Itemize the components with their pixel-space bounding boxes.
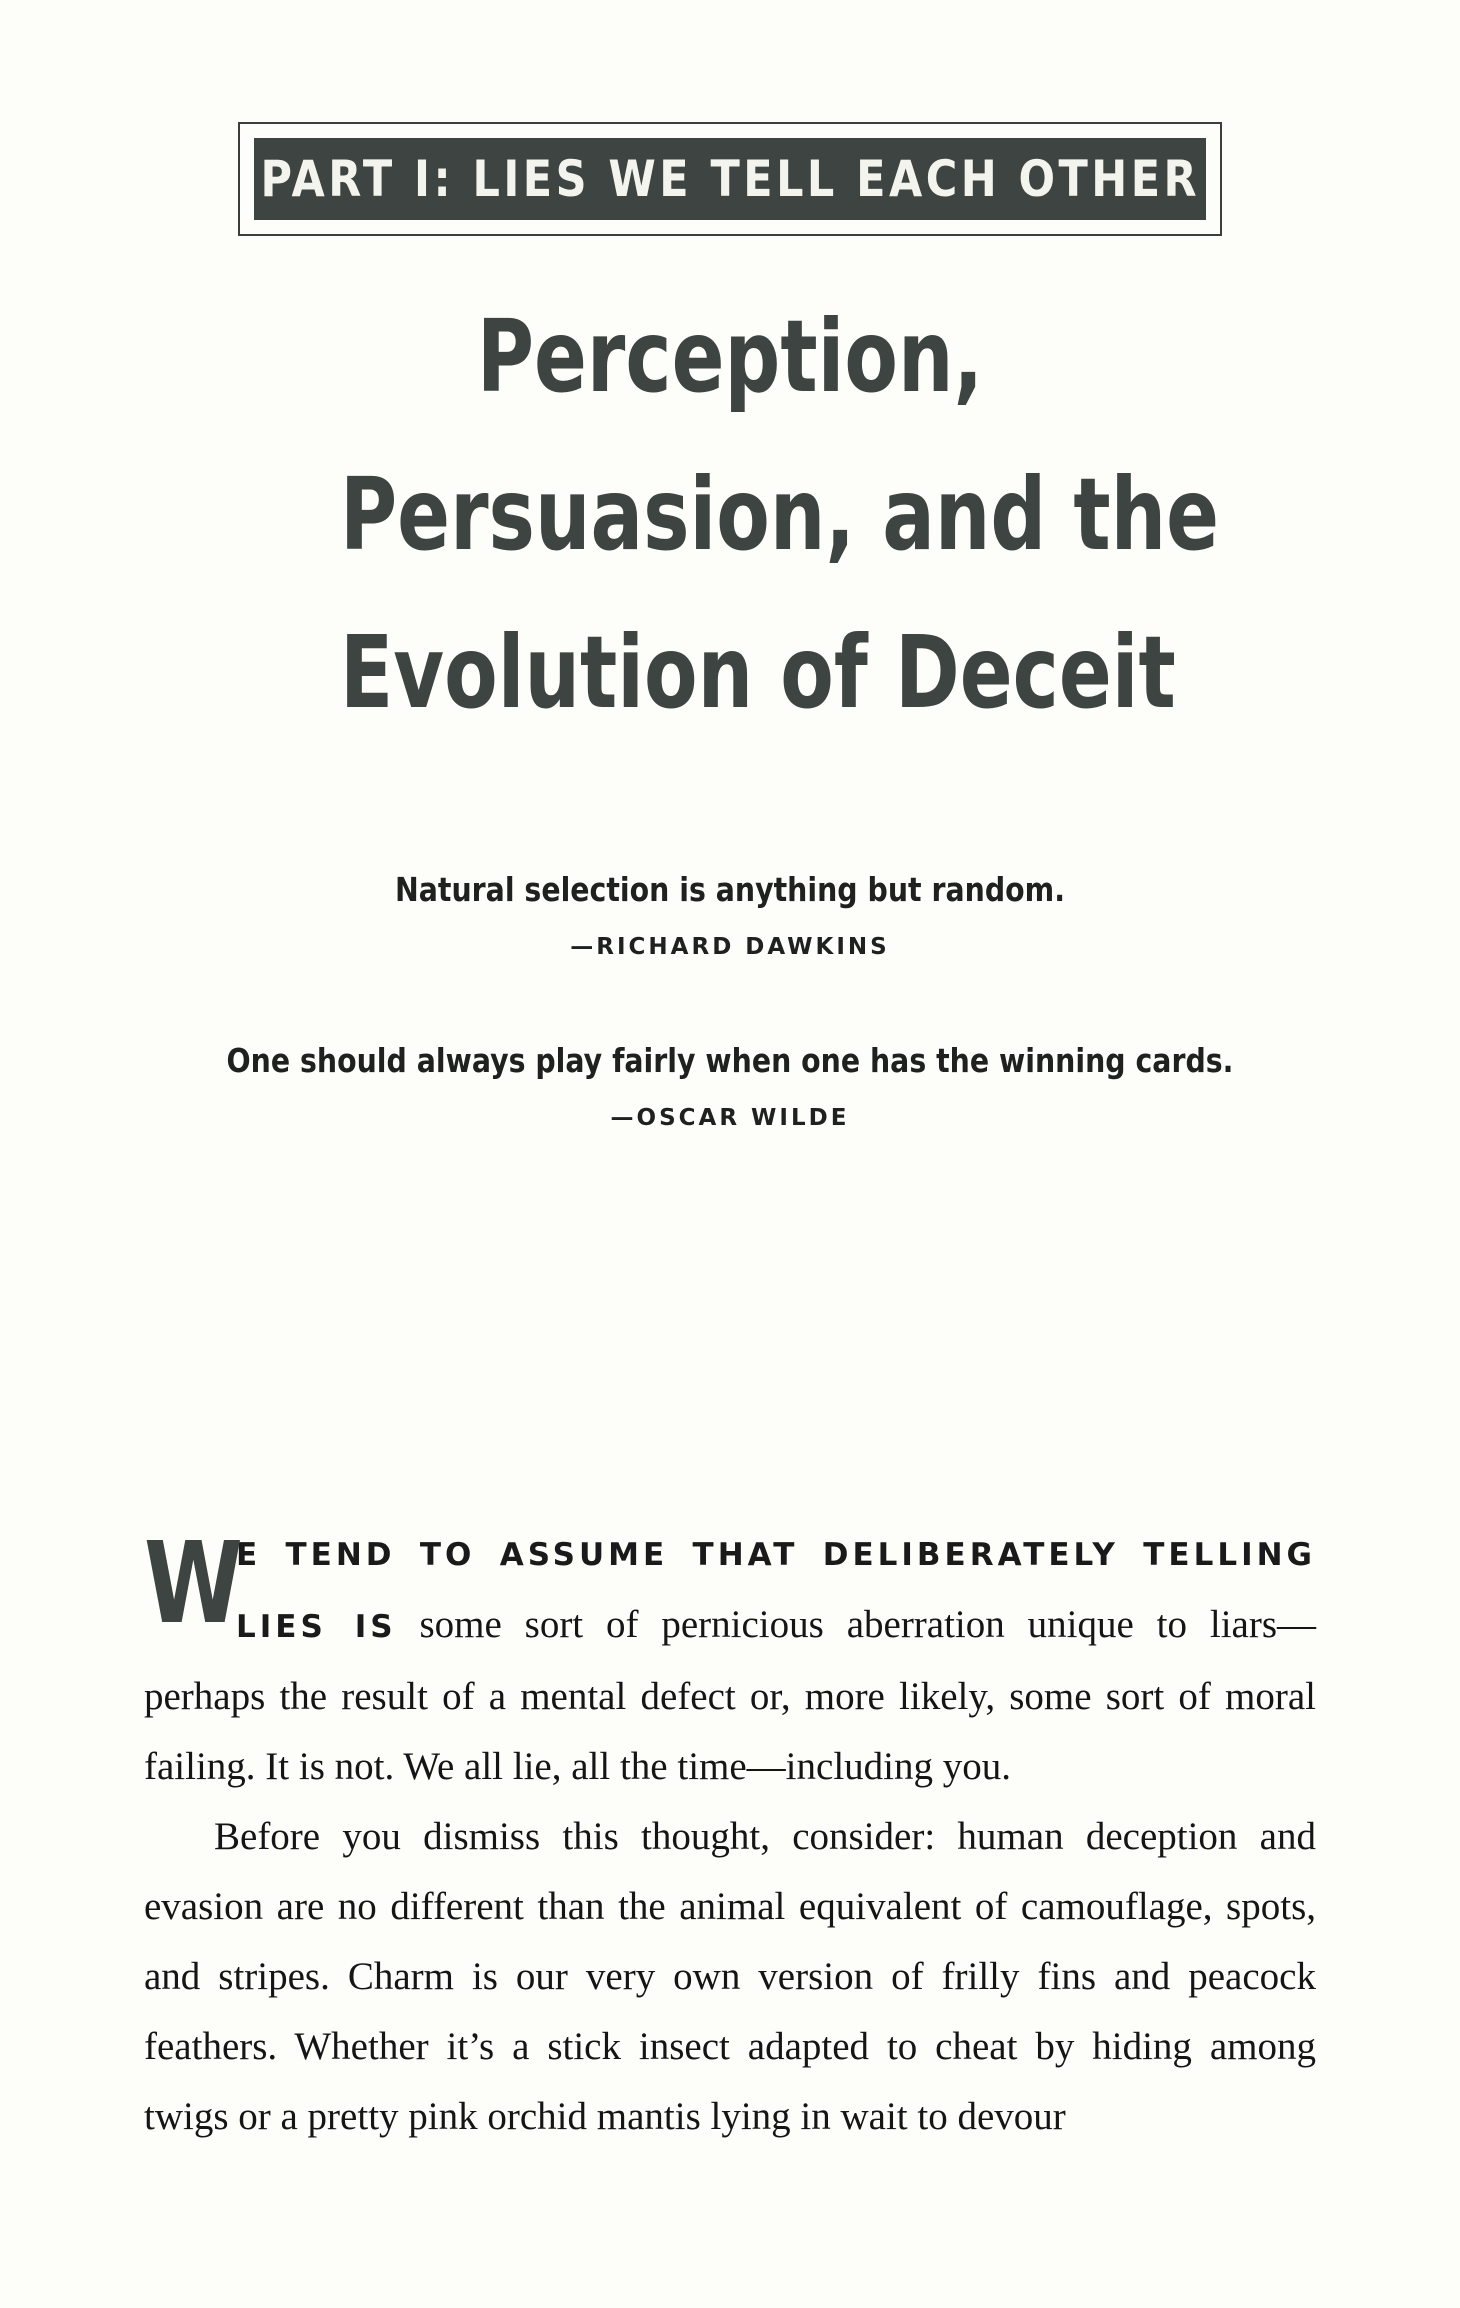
drop-cap: W: [144, 1519, 243, 1649]
epigraph-quote: One should always play fairly when one has the winning cards.: [226, 1041, 1234, 1080]
epigraph: [130, 1041, 1330, 1131]
chapter-title-line: Persuasion, and the: [340, 456, 1220, 573]
epigraph-attribution: —RICHARD DAWKINS: [570, 934, 890, 960]
paragraph: [144, 1518, 1316, 1802]
part-banner: [238, 122, 1222, 236]
part-banner-text: PART I: LIES WE TELL EACH OTHER: [260, 150, 1200, 208]
paragraph-text: some sort of pernicious aberration unique to liars—perhaps the result of a mental defect or, more likely, some sort of moral failing. It is not. We all lie, all the time—including you.: [144, 1603, 1317, 1788]
epigraph-attribution: —OSCAR WILDE: [610, 1105, 850, 1131]
chapter-title-line: Evolution of Deceit: [340, 614, 1176, 731]
chapter-title: [230, 278, 1230, 752]
part-banner-fill: [254, 138, 1206, 220]
lead-in-smallcaps: E TEND TO ASSUME THAT DELIBERATELY TELLING LIES IS: [236, 1537, 1316, 1645]
body-text: [144, 1518, 1316, 2152]
chapter-title-line: Perception,: [476, 298, 984, 415]
epigraph-quote: Natural selection is anything but random.: [395, 870, 1065, 909]
epigraph: [130, 870, 1330, 960]
paragraph: Before you dismiss this thought, consider: human deception and evasion are no different than the animal equivalent of camouflage, spots, and stripes. Charm is our very own version of frilly fins and peacock feathers. Whether it’s a stick insect adapted to cheat by hiding among twigs or a pretty pink orchid mantis lying in wait to devour: [144, 1815, 1316, 2138]
